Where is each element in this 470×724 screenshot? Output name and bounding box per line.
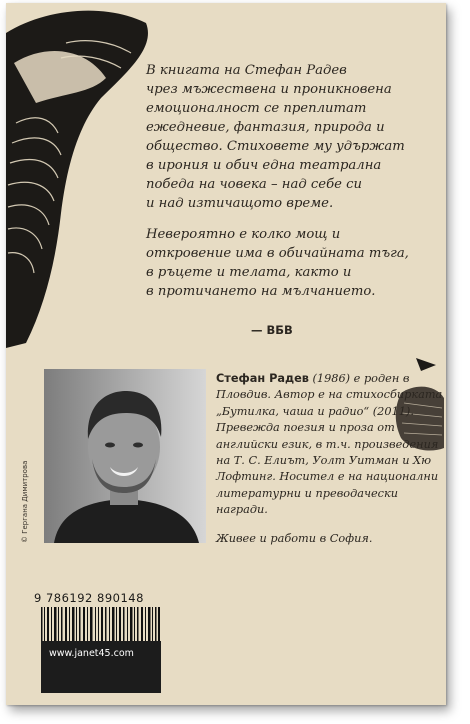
bio-text: (1986) е роден в Пловдив. Автор е на стихосбирката „Бутилка, чаша и радио“ (2011). Превежда поезия и проза от английски език, в т.ч. произведения на Т. С. Елиът, Уолт Уитман и Хю Лофтинг. Носител е на национални литературни и преводачески награди. (216, 372, 443, 517)
author-bio (216, 371, 444, 559)
blurb-paragraph: В книгата на Стефан Радев чрез мъжествена и проникновена емоционалност се преплитат ежедневие, фантазия, природа и общество. Стиховете му удържат в ирония и обич една театрална победа на човека – над себе си и над изтичащото време. (146, 63, 405, 211)
author-name: Стефан Радев (216, 372, 309, 385)
ink-brush-stroke-illustration (6, 3, 156, 353)
author-photo (44, 369, 206, 543)
publisher-box (41, 641, 161, 693)
photo-credit: © Гергана Димитрова (21, 460, 29, 543)
isbn-digits: 9 786192 890148 (34, 591, 144, 605)
blurb-paragraph: Невероятно е колко мощ и откровение има в обичайната тъга, в ръцете и телата, както и в протичането на мълчанието. (146, 227, 409, 299)
book-blurb (146, 61, 436, 313)
publisher-url: www.janet45.com (49, 648, 134, 659)
book-back-cover (6, 3, 446, 705)
bio-closing: Живее и работи в София. (216, 531, 373, 545)
blurb-signature: — ВБВ (251, 323, 293, 337)
barcode (41, 607, 161, 641)
